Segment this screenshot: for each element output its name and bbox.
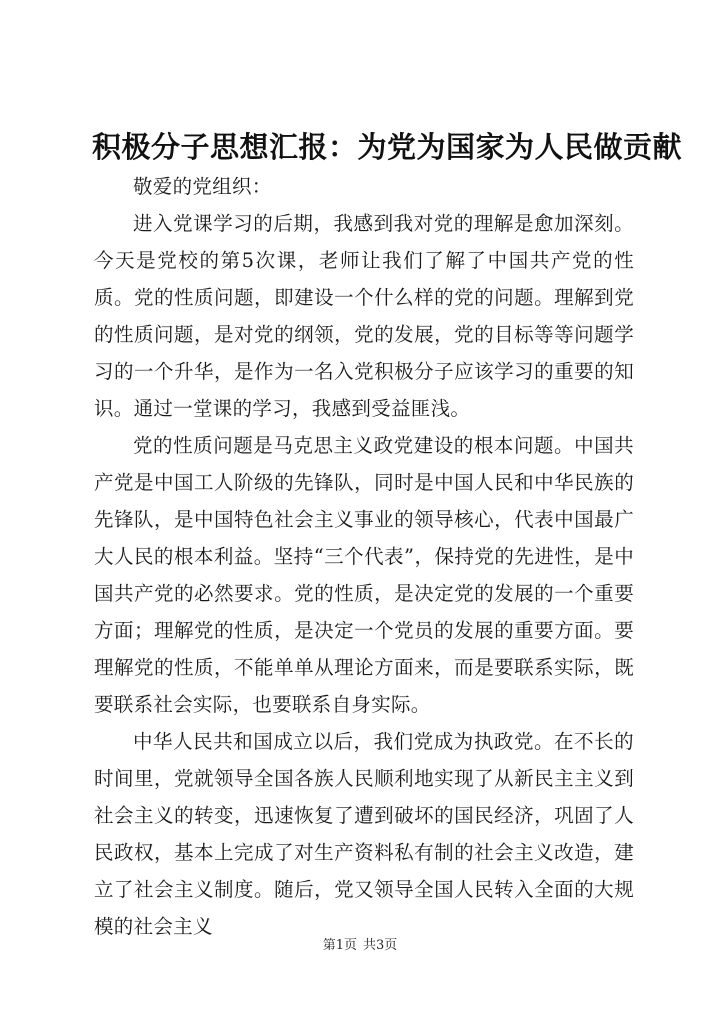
- document-body: [94, 168, 634, 945]
- paragraph-3: 中华人民共和国成立以后，我们党成为执政党。在不长的时间里，党就领导全国各族人民顺利地实现了从新民主主义到社会主义的转变，迅速恢复了遭到破坏的国民经济，巩固了人民政权，基本上完成了对生产资料私有制的社会主义改造，建立了社会主义制度。随后，党又领导全国人民转入全面的大规模的社会主义: [94, 730, 634, 938]
- paragraph-2: 党的性质问题是马克思主义政党建设的根本问题。中国共产党是中国工人阶级的先锋队，同时是中国人民和中华民族的先锋队，是中国特色社会主义事业的领导核心，代表中国最广大人民的根本利益。坚持“三个代表”，保持党的先进性，是中国共产党的必然要求。党的性质，是决定党的发展的一个重要方面；理解党的性质，是决定一个党员的发展的重要方面。要理解党的性质，不能单单从理论方面来，而是要联系实际，既要联系社会实际，也要联系自身实际。: [94, 434, 634, 716]
- page-number: 第1页: [322, 938, 357, 953]
- page-footer: [0, 937, 720, 955]
- salutation: 敬爱的党组织：: [133, 175, 272, 198]
- paragraph-1: 进入党课学习的后期，我感到我对党的理解是愈加深刻。今天是党校的第5次课，老师让我们了解了中国共产党的性质。党的性质问题，即建设一个什么样的党的问题。理解到党的性质问题，是对党的纲领，党的发展，党的目标等等问题学习的一个升华，是作为一名入党积极分子应该学习的重要的知识。通过一堂课的学习，我感到受益匪浅。: [94, 212, 634, 420]
- page-total: 共3页: [363, 938, 398, 953]
- document-title: 积极分子思想汇报：为党为国家为人民做贡献: [92, 130, 683, 164]
